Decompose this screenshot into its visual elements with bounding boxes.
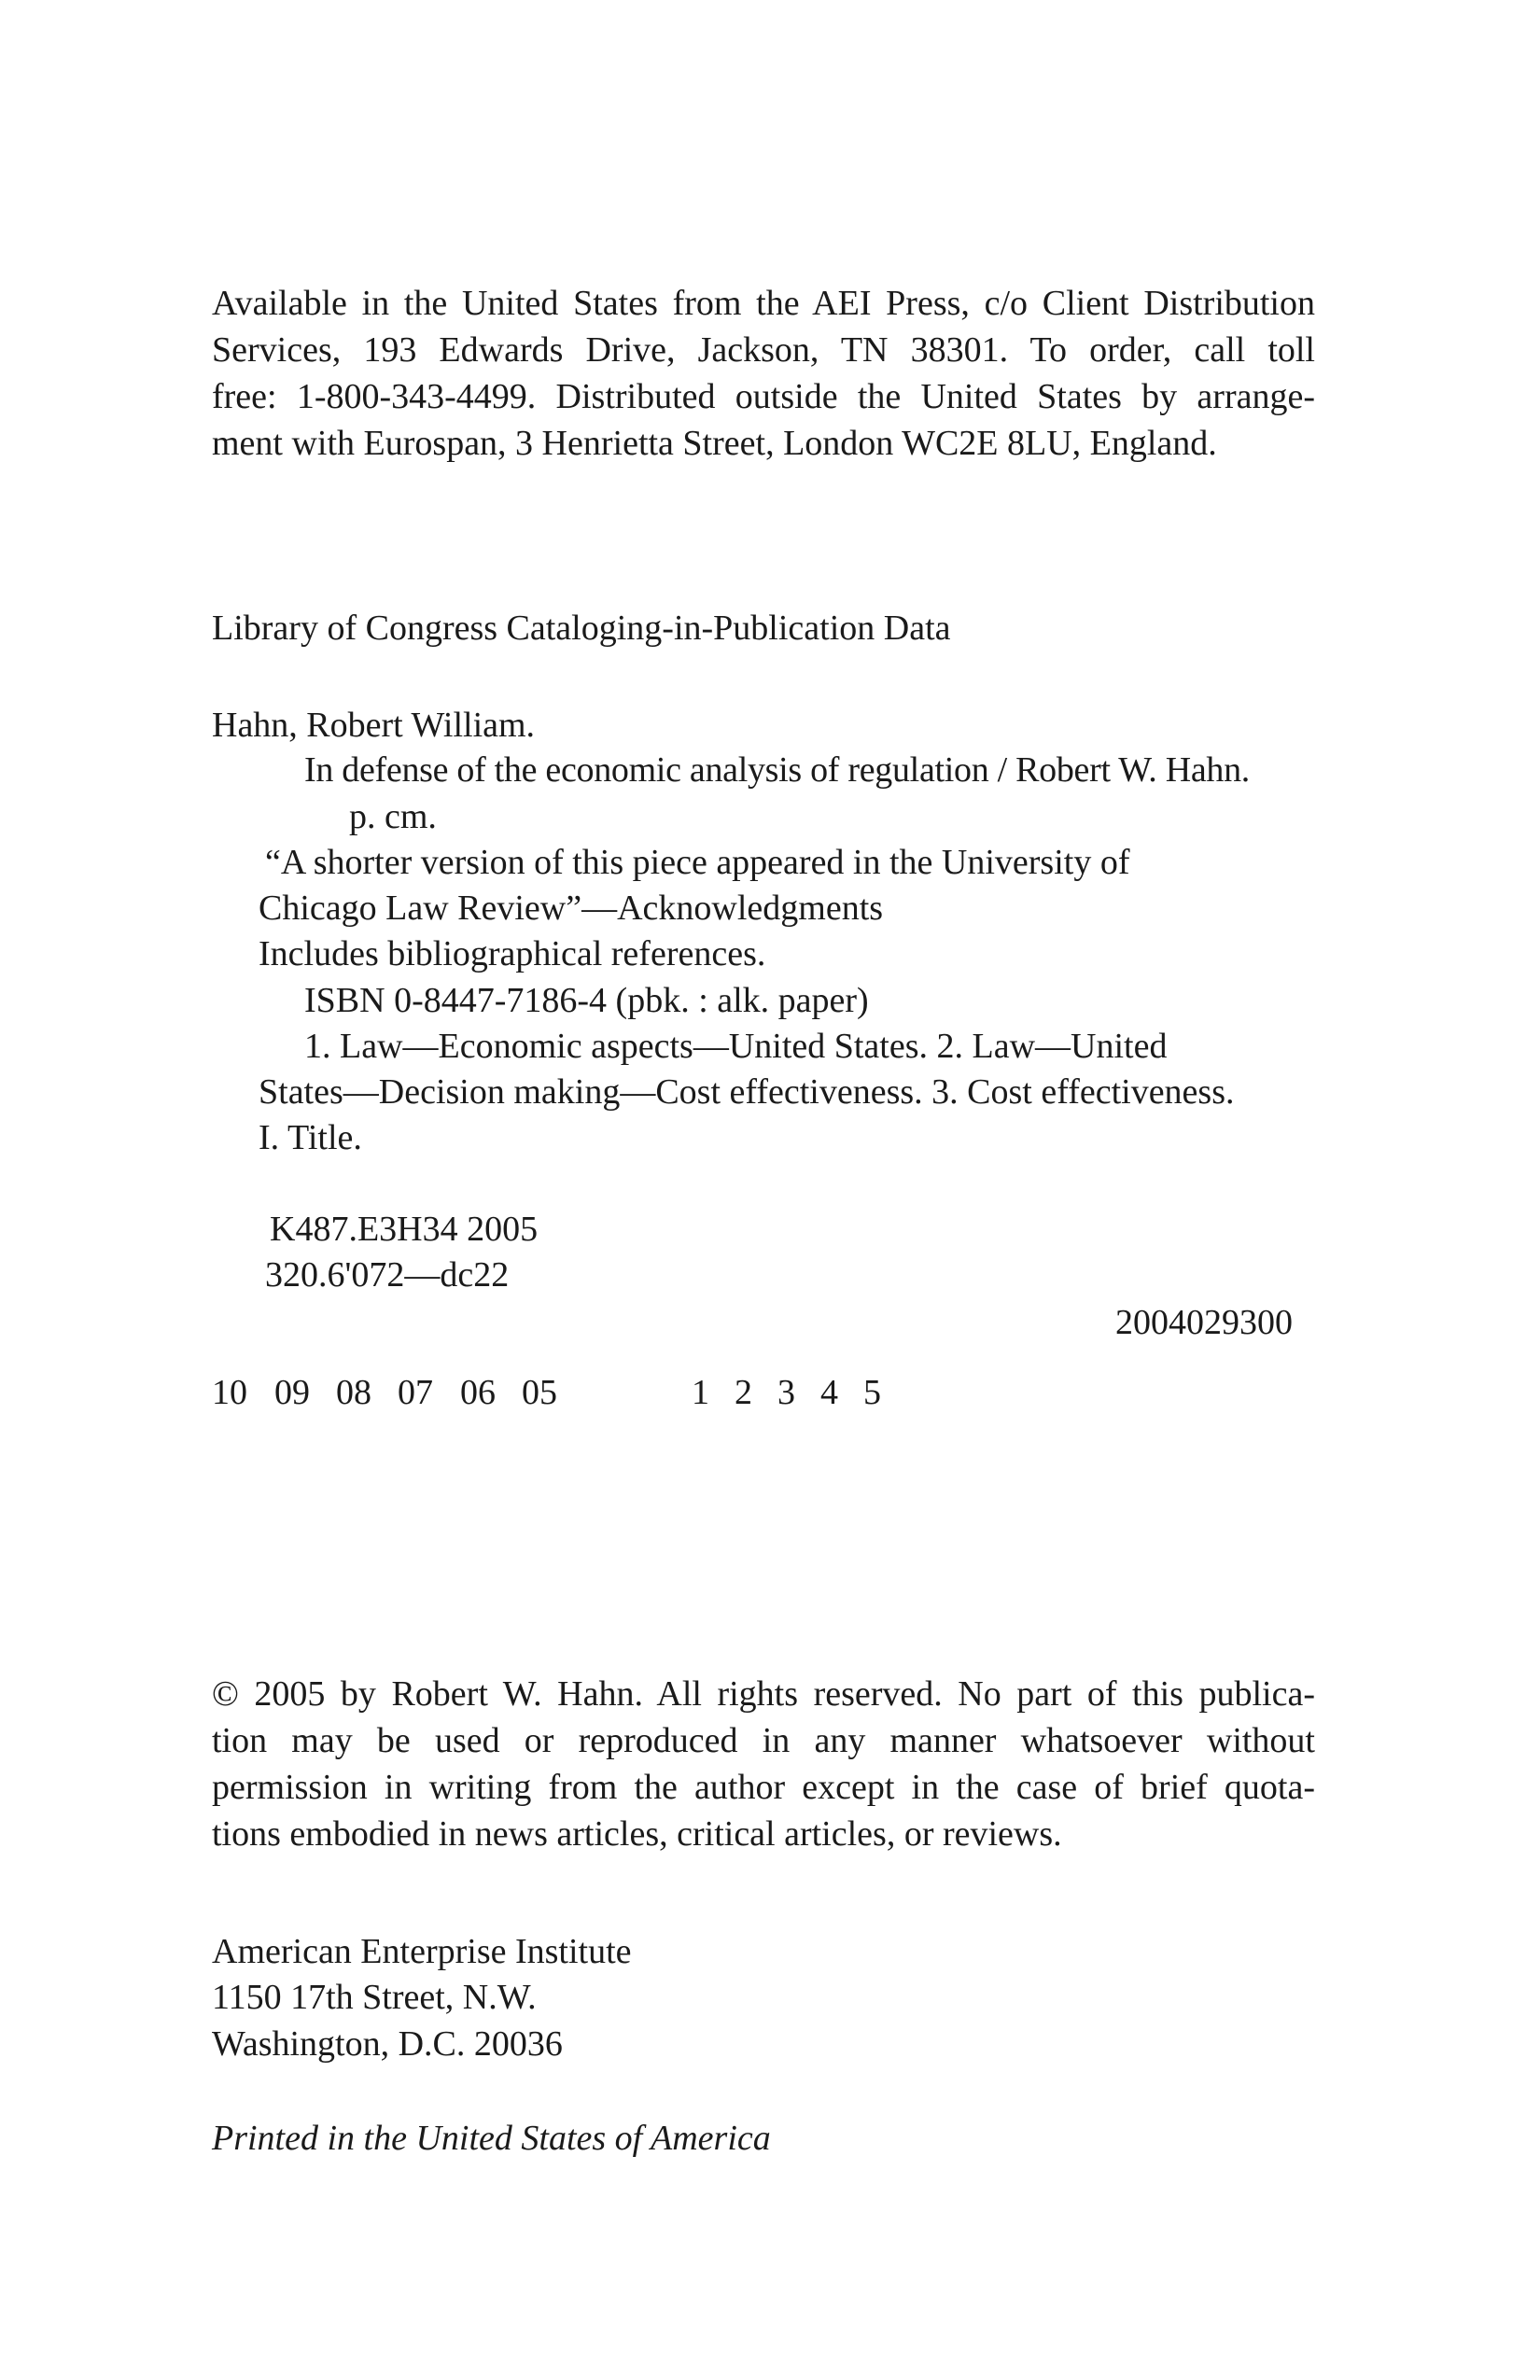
cip-isbn: ISBN 0-8447-7186-4 (pbk. : alk. paper) [304,981,869,1020]
printing-year: 07 [398,1373,433,1412]
printing-impression: 1 [692,1373,709,1412]
cip-note-line: “A shorter version of this piece appeared in the University of [265,843,1130,882]
cip-subject-line: States—Decision making—Cost effectiveness. 3. Cost effectiveness. [259,1072,1235,1112]
printed-in-statement: Printed in the United States of America [212,2119,771,2158]
printing-year: 09 [274,1373,310,1412]
printing-year: 06 [460,1373,496,1412]
printing-line [0,1369,1540,1416]
cip-author: Hahn, Robert William. [212,706,536,745]
cip-subject-line: 1. Law—Economic aspects—United States. 2. Law—United [304,1027,1168,1066]
cip-lc-call-number: K487.E3H34 2005 [270,1210,539,1249]
cip-title: In defense of the economic analysis of regulation / Robert W. Hahn. [304,750,1251,790]
cip-subject-line: I. Title. [259,1118,362,1157]
printing-year: 10 [212,1373,247,1412]
cip-dewey-number: 320.6'072—dc22 [265,1255,510,1295]
availability-line: Services, 193 Edwards Drive, Jackson, TN 38301. To order, call toll [212,330,1315,370]
publisher-name: American Enterprise Institute [212,1932,632,1971]
availability-line: free: 1-800-343-4499. Distributed outside the United States by arrange- [212,377,1315,416]
copyright-paragraph [212,1671,1315,1857]
printing-impression: 5 [863,1373,881,1412]
publisher-city: Washington, D.C. 20036 [212,2024,563,2064]
copyright-line: tion may be used or reproduced in any manner whatsoever without [212,1721,1315,1760]
availability-line: ment with Eurospan, 3 Henrietta Street, London WC2E 8LU, England. [212,424,1217,463]
printing-impression: 3 [777,1373,795,1412]
cip-includes: Includes bibliographical references. [259,934,766,973]
availability-line: Available in the United States from the AEI Press, c/o Client Distribution [212,284,1315,323]
copyright-line: © 2005 by Robert W. Hahn. All rights reserved. No part of this publica- [212,1674,1315,1714]
cip-lccn: 2004029300 [1115,1303,1293,1342]
printing-year: 08 [336,1373,371,1412]
printing-impression: 2 [735,1373,752,1412]
publisher-street: 1150 17th Street, N.W. [212,1978,537,2017]
cip-pages: p. cm. [349,797,437,836]
copyright-line: tions embodied in news articles, critical articles, or reviews. [212,1814,1062,1854]
cip-note-line: Chicago Law Review”—Acknowledgments [259,889,884,928]
copyright-line: permission in writing from the author except in the case of brief quota- [212,1768,1315,1807]
cip-heading: Library of Congress Cataloging-in-Publication Data [212,609,951,648]
availability-paragraph [212,280,1315,467]
printing-year: 05 [522,1373,557,1412]
printing-impression: 4 [820,1373,838,1412]
